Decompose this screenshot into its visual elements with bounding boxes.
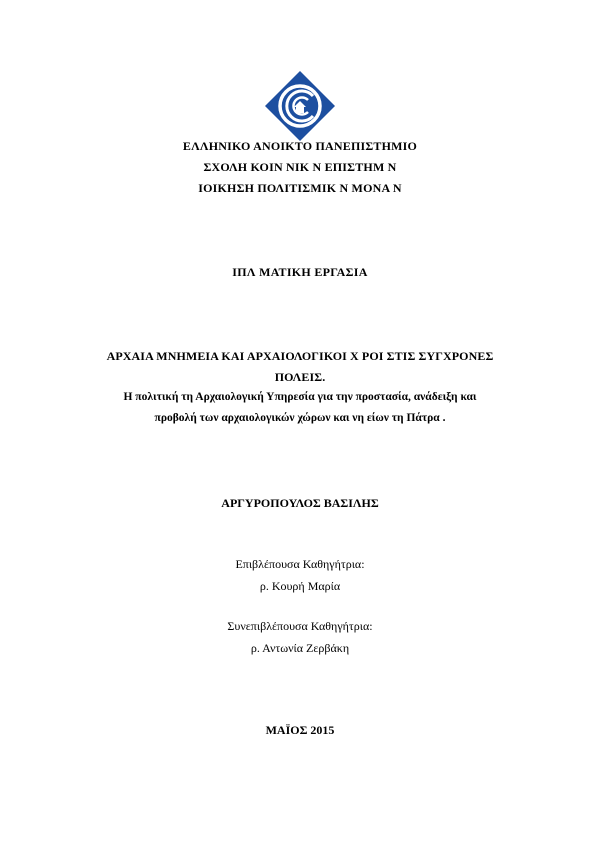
thesis-type: ΙΠΛ ΜΑΤΙΚΗ ΕΡΓΑΣΙΑ — [232, 265, 368, 279]
program-name: ΙΟΙΚΗΣΗ ΠΟΛΙΤΙΣΜΙΚ Ν ΜΟΝΑ Ν — [198, 181, 402, 195]
co-supervisor-label: Συνεπιβλέπουσα Καθηγήτρια: — [227, 619, 373, 633]
co-supervisor-name: ρ. Αντωνία Ζερβάκη — [250, 641, 350, 655]
thesis-subtitle-line-2: προβολή των αρχαιολογικών χώρων και νη είων τη Πάτρα . — [154, 412, 446, 424]
supervisor-label: Επιβλέπουσα Καθηγήτρια: — [235, 557, 365, 571]
thesis-title-line-2: ΠΟΛΕΙΣ. — [274, 370, 326, 384]
submission-date: ΜΑΪΟΣ 2015 — [265, 723, 335, 737]
university-name: ΕΛΛΗΝΙΚΟ ΑΝΟΙΚΤΟ ΠΑΝΕΠΙΣΤΗΜΙΟ — [182, 139, 418, 153]
eap-logo-icon — [264, 70, 336, 142]
school-name: ΣΧΟΛΗ ΚΟΙΝ ΝΙΚ Ν ΕΠΙΣΤΗΜ Ν — [203, 160, 397, 174]
thesis-subtitle-line-1: Η πολιτική τη Αρχαιολογική Υπηρεσία για την προστασία, ανάδειξη και — [123, 391, 477, 403]
thesis-title-line-1: ΑΡΧΑΙΑ ΜΝΗΜΕΙΑ ΚΑΙ ΑΡΧΑΙΟΛΟΓΙΚΟΙ Χ ΡΟΙ ΣΤΙΣ ΣΥΓΧΡΟΝΕΣ — [106, 349, 494, 363]
supervisor-name: ρ. Κουρή Μαρία — [259, 579, 341, 593]
author-name: ΑΡΓΥΡΟΠΟΥΛΟΣ ΒΑΣΙΛΗΣ — [221, 496, 379, 510]
